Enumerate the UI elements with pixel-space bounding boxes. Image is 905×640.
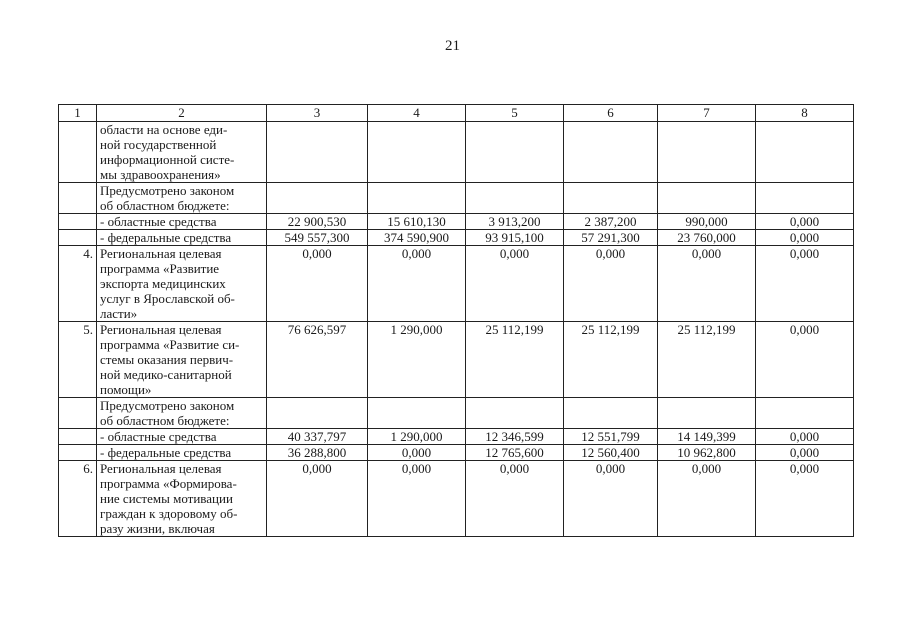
value-cell [466, 122, 564, 183]
value-cell: 57 291,300 [564, 230, 658, 246]
row-description: Региональная целевая программа «Развитие экспорта медицинских услуг в Ярославской об- ласти» [97, 246, 267, 322]
row-number [59, 445, 97, 461]
row-number [59, 183, 97, 214]
value-cell: 0,000 [466, 246, 564, 322]
value-cell [368, 398, 466, 429]
column-header: 6 [564, 105, 658, 122]
row-number [59, 122, 97, 183]
row-number [59, 214, 97, 230]
value-cell [564, 122, 658, 183]
column-header: 3 [267, 105, 368, 122]
value-cell: 0,000 [466, 461, 564, 537]
table-row [59, 322, 854, 398]
table-row [59, 461, 854, 537]
value-cell: 0,000 [756, 246, 854, 322]
value-cell: 15 610,130 [368, 214, 466, 230]
value-cell [466, 183, 564, 214]
value-cell: 12 765,600 [466, 445, 564, 461]
row-description: Предусмотрено законом об областном бюджете: [97, 183, 267, 214]
value-cell: 10 962,800 [658, 445, 756, 461]
value-cell: 0,000 [368, 445, 466, 461]
value-cell [466, 398, 564, 429]
value-cell: 12 346,599 [466, 429, 564, 445]
row-description: - областные средства [97, 429, 267, 445]
table-row [59, 230, 854, 246]
table-row [59, 183, 854, 214]
value-cell [267, 122, 368, 183]
value-cell [756, 183, 854, 214]
value-cell: 25 112,199 [466, 322, 564, 398]
value-cell: 0,000 [756, 445, 854, 461]
page-number: 21 [445, 38, 460, 54]
value-cell: 0,000 [756, 322, 854, 398]
value-cell: 1 290,000 [368, 322, 466, 398]
value-cell [658, 183, 756, 214]
table-row [59, 398, 854, 429]
value-cell [267, 183, 368, 214]
value-cell: 25 112,199 [658, 322, 756, 398]
value-cell: 0,000 [658, 461, 756, 537]
row-number [59, 230, 97, 246]
table-row [59, 122, 854, 183]
value-cell: 990,000 [658, 214, 756, 230]
value-cell: 0,000 [368, 246, 466, 322]
column-header: 7 [658, 105, 756, 122]
value-cell: 0,000 [658, 246, 756, 322]
value-cell: 25 112,199 [564, 322, 658, 398]
table-row [59, 445, 854, 461]
value-cell [267, 398, 368, 429]
value-cell: 0,000 [267, 461, 368, 537]
row-number: 6. [59, 461, 97, 537]
value-cell [658, 122, 756, 183]
column-header: 1 [59, 105, 97, 122]
row-description: - федеральные средства [97, 445, 267, 461]
value-cell: 23 760,000 [658, 230, 756, 246]
value-cell: 12 560,400 [564, 445, 658, 461]
value-cell: 93 915,100 [466, 230, 564, 246]
value-cell: 0,000 [267, 246, 368, 322]
value-cell: 0,000 [756, 214, 854, 230]
value-cell [368, 183, 466, 214]
value-cell: 12 551,799 [564, 429, 658, 445]
value-cell: 3 913,200 [466, 214, 564, 230]
value-cell [658, 398, 756, 429]
value-cell [756, 398, 854, 429]
value-cell: 549 557,300 [267, 230, 368, 246]
value-cell: 1 290,000 [368, 429, 466, 445]
value-cell: 374 590,900 [368, 230, 466, 246]
row-number: 5. [59, 322, 97, 398]
column-header: 4 [368, 105, 466, 122]
value-cell: 0,000 [564, 246, 658, 322]
value-cell [368, 122, 466, 183]
row-number [59, 398, 97, 429]
budget-table [58, 104, 854, 537]
value-cell [756, 122, 854, 183]
value-cell [564, 398, 658, 429]
value-cell: 76 626,597 [267, 322, 368, 398]
row-description: - областные средства [97, 214, 267, 230]
value-cell: 22 900,530 [267, 214, 368, 230]
row-number [59, 429, 97, 445]
value-cell: 0,000 [756, 230, 854, 246]
value-cell: 0,000 [368, 461, 466, 537]
column-header: 2 [97, 105, 267, 122]
value-cell: 0,000 [756, 461, 854, 537]
table-row [59, 214, 854, 230]
value-cell: 0,000 [756, 429, 854, 445]
value-cell: 14 149,399 [658, 429, 756, 445]
row-number: 4. [59, 246, 97, 322]
value-cell: 36 288,800 [267, 445, 368, 461]
row-description: Региональная целевая программа «Развитие си- стемы оказания первич- ной медико-санитарной помощи» [97, 322, 267, 398]
table-row [59, 429, 854, 445]
value-cell [564, 183, 658, 214]
column-header: 8 [756, 105, 854, 122]
table-row [59, 246, 854, 322]
column-header: 5 [466, 105, 564, 122]
row-description: Региональная целевая программа «Формирова- ние системы мотивации граждан к здоровому об- разу жизни, включая [97, 461, 267, 537]
value-cell: 40 337,797 [267, 429, 368, 445]
value-cell: 2 387,200 [564, 214, 658, 230]
row-description: области на основе еди- ной государственной информационной систе- мы здравоохранения» [97, 122, 267, 183]
row-description: - федеральные средства [97, 230, 267, 246]
table-header-row [59, 105, 854, 122]
row-description: Предусмотрено законом об областном бюджете: [97, 398, 267, 429]
value-cell: 0,000 [564, 461, 658, 537]
